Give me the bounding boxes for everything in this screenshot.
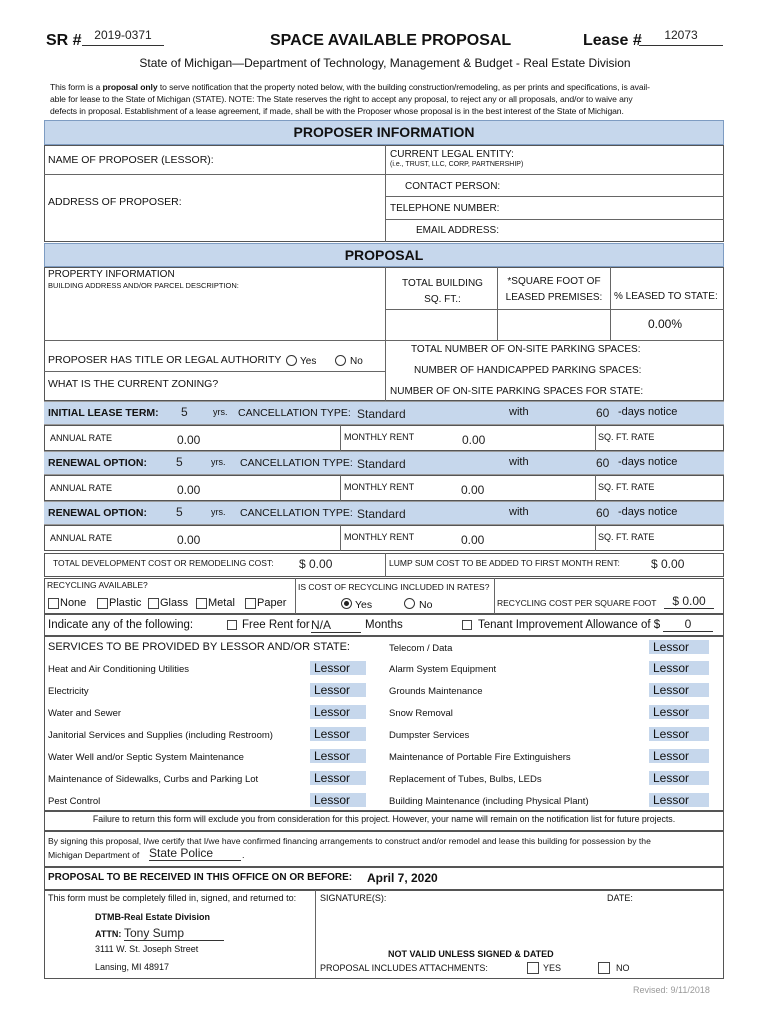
- service-provider-value[interactable]: Lessor: [649, 705, 709, 719]
- years-unit: yrs.: [213, 407, 228, 417]
- tenant-improvement-value[interactable]: 0: [663, 617, 713, 632]
- service-provider-value[interactable]: Lessor: [649, 727, 709, 741]
- zoning-label: WHAT IS THE CURRENT ZONING?: [48, 378, 219, 390]
- return-street: 3111 W. St. Joseph Street: [95, 944, 199, 954]
- telephone-label: TELEPHONE NUMBER:: [390, 203, 500, 214]
- revised-date: Revised: 9/11/2018: [633, 985, 710, 995]
- service-item-label: Dumpster Services: [389, 730, 470, 741]
- monthly-rent-label: MONTHLY RENT: [344, 482, 415, 492]
- service-item-label: Pest Control: [48, 796, 101, 807]
- service-item-label: Alarm System Equipment: [389, 664, 497, 675]
- service-item-label: Heat and Air Conditioning Utilities: [48, 664, 189, 675]
- percent-leased-label: % LEASED TO STATE:: [614, 291, 718, 302]
- sqft-rate-label: SQ. FT. RATE: [598, 482, 655, 492]
- service-item-label: Grounds Maintenance: [389, 686, 483, 697]
- annual-rate-value[interactable]: 0.00: [177, 433, 201, 447]
- service-provider-value[interactable]: Lessor: [649, 661, 709, 675]
- service-item-label: Water Well and/or Septic System Maintenance: [48, 752, 244, 763]
- recycling-option-label: Metal: [208, 597, 235, 609]
- lease-number-field[interactable]: 12073: [639, 28, 723, 46]
- with-label: with: [509, 456, 529, 468]
- rate-divider: [595, 425, 596, 451]
- contact-person-label: CONTACT PERSON:: [405, 181, 501, 192]
- total-building-sqft-label: TOTAL BUILDING SQ. FT.:: [402, 278, 483, 305]
- service-provider-value[interactable]: Lessor: [310, 683, 366, 697]
- lump-sum-label: LUMP SUM COST TO BE ADDED TO FIRST MONTH RENT:: [389, 558, 620, 568]
- proposal-section-header: PROPOSAL: [44, 243, 724, 267]
- recycling-cost-label: RECYCLING COST PER SQUARE FOOT: [497, 598, 657, 608]
- service-provider-value[interactable]: Lessor: [310, 793, 366, 807]
- recycling-option-label: None: [60, 597, 87, 609]
- notice-days-label: -days notice: [618, 406, 678, 418]
- term-years-value[interactable]: 5: [181, 405, 188, 419]
- years-unit: yrs.: [211, 457, 226, 467]
- percent-leased-value[interactable]: 0.00%: [648, 317, 683, 331]
- parking-total-label: TOTAL NUMBER OF ON-SITE PARKING SPACES:: [411, 344, 641, 355]
- service-item-label: Building Maintenance (including Physical Plant): [389, 796, 589, 807]
- legal-entity-hint: (i.e., TRUST, LLC, CORP, PARTNERSHIP): [390, 161, 524, 168]
- service-provider-value[interactable]: Lessor: [310, 705, 366, 719]
- service-provider-value[interactable]: Lessor: [649, 771, 709, 785]
- monthly-rent-label: MONTHLY RENT: [344, 532, 415, 542]
- leased-sqft-label: *SQUARE FOOT OF LEASED PREMISES:: [505, 276, 603, 303]
- certify-period: .: [242, 850, 245, 860]
- return-instructions: This form must be completely filled in, signed, and returned to:: [48, 893, 297, 903]
- notice-days-value[interactable]: 60: [596, 506, 610, 520]
- recycling-available-label: RECYCLING AVAILABLE?: [47, 580, 148, 590]
- recycling-included-no-label: No: [419, 599, 433, 611]
- signature-label: SIGNATURE(S):: [320, 893, 387, 903]
- date-label: DATE:: [607, 893, 633, 903]
- title-no-label: No: [350, 356, 363, 367]
- years-unit: yrs.: [211, 507, 226, 517]
- service-item-label: Electricity: [48, 686, 89, 697]
- legal-entity-label: CURRENT LEGAL ENTITY:: [390, 149, 514, 160]
- recycling-cost-value[interactable]: $ 0.00: [664, 594, 714, 609]
- notice-days-value[interactable]: 60: [596, 456, 610, 470]
- deadline-value: April 7, 2020: [367, 871, 438, 885]
- property-info-label: PROPERTY INFORMATION: [48, 269, 175, 280]
- free-rent-checkbox[interactable]: [227, 620, 237, 630]
- with-label: with: [509, 506, 529, 518]
- failure-notice: Failure to return this form will exclude you from consideration for this project. However, your name will remain on the notification list for future projects.: [92, 814, 676, 824]
- free-rent-months-field[interactable]: N/A: [311, 618, 361, 633]
- proposer-section-header: PROPOSER INFORMATION: [44, 120, 724, 145]
- attachments-no-checkbox[interactable]: [598, 962, 610, 974]
- cancellation-type-value[interactable]: Standard: [357, 457, 406, 471]
- intro-paragraph: This form is a proposal only to serve notification that the property noted below, with the building construction/remodeling, as per prints and specifications, is avail- able for lease to the State of Michigan (STATE). NOTE: The State reserves the right to accept any proposal, to reject any or all proposals, and/or to waive any defects in proposal. Establishment of a lease agreement, if made, shall be with the Proposer whose proposal is in the best interest of the State of Michigan.: [50, 82, 650, 116]
- title-authority-label: PROPOSER HAS TITLE OR LEGAL AUTHORITY: [48, 354, 282, 366]
- service-item-label: Replacement of Tubes, Bulbs, LEDs: [389, 774, 542, 785]
- attachments-label: PROPOSAL INCLUDES ATTACHMENTS:: [320, 963, 488, 973]
- attachments-no-label: NO: [616, 963, 630, 973]
- recycling-included-no-radio[interactable]: [404, 598, 415, 609]
- service-provider-value[interactable]: Lessor: [649, 749, 709, 763]
- monthly-rent-value[interactable]: 0.00: [462, 433, 486, 447]
- tenant-improvement-label: Tenant Improvement Allowance of $: [478, 619, 661, 631]
- term-years-value[interactable]: 5: [176, 455, 183, 469]
- rate-divider: [340, 425, 341, 451]
- annual-rate-value[interactable]: 0.00: [177, 533, 201, 547]
- annual-rate-label: ANNUAL RATE: [50, 533, 113, 543]
- recycling-glass-checkbox[interactable]: [148, 598, 159, 609]
- lump-sum-value[interactable]: $ 0.00: [651, 557, 685, 571]
- title-no-radio[interactable]: [335, 355, 346, 366]
- service-item-label: Maintenance of Portable Fire Extinguishers: [389, 752, 571, 763]
- monthly-rent-value[interactable]: 0.00: [461, 533, 485, 547]
- rate-divider: [340, 525, 341, 551]
- annual-rate-label: ANNUAL RATE: [50, 483, 113, 493]
- form-subtitle: State of Michigan—Department of Technology, Management & Budget - Real Estate Division: [139, 56, 631, 70]
- recycling-included-label: IS COST OF RECYCLING INCLUDED IN RATES?: [298, 582, 490, 592]
- rate-divider: [595, 475, 596, 501]
- form-title: SPACE AVAILABLE PROPOSAL: [270, 32, 512, 49]
- recycling-metal-checkbox[interactable]: [196, 598, 207, 609]
- cancellation-label: CANCELLATION TYPE:: [240, 457, 353, 469]
- attn-label: ATTN:: [95, 929, 122, 939]
- not-valid-notice: NOT VALID UNLESS SIGNED & DATED: [388, 949, 554, 959]
- tenant-improvement-checkbox[interactable]: [462, 620, 472, 630]
- title-yes-radio[interactable]: [286, 355, 297, 366]
- service-provider-value[interactable]: Lessor: [649, 793, 709, 807]
- sr-label: SR #: [46, 32, 82, 49]
- annual-rate-label: ANNUAL RATE: [50, 433, 113, 443]
- monthly-rent-value[interactable]: 0.00: [461, 483, 485, 497]
- recycling-included-yes-label: Yes: [355, 599, 373, 611]
- with-label: with: [509, 406, 529, 418]
- recycling-plastic-checkbox[interactable]: [97, 598, 108, 609]
- proposer-name-label: NAME OF PROPOSER (LESSOR):: [48, 154, 214, 166]
- return-city: Lansing, MI 48917: [95, 962, 170, 972]
- return-org: DTMB-Real Estate Division: [95, 912, 211, 922]
- service-provider-value[interactable]: Lessor: [310, 771, 366, 785]
- recycling-included-yes-radio[interactable]: [341, 598, 352, 609]
- sqft-rate-label: SQ. FT. RATE: [598, 432, 655, 442]
- parking-handicapped-label: NUMBER OF HANDICAPPED PARKING SPACES:: [414, 365, 642, 376]
- rate-divider: [595, 525, 596, 551]
- indicate-label: Indicate any of the following:: [48, 619, 194, 631]
- attn-name-field[interactable]: Tony Sump: [124, 926, 224, 941]
- notice-days-label: -days notice: [618, 456, 678, 468]
- cancellation-type-value[interactable]: Standard: [357, 407, 406, 421]
- department-field[interactable]: State Police: [149, 846, 241, 861]
- cancellation-type-value[interactable]: Standard: [357, 507, 406, 521]
- sr-number-field[interactable]: 2019-0371: [82, 28, 164, 46]
- lease-label: Lease #: [583, 32, 642, 49]
- deadline-label: PROPOSAL TO BE RECEIVED IN THIS OFFICE ON OR BEFORE:: [48, 872, 353, 883]
- title-yes-label: Yes: [300, 356, 317, 367]
- recycling-option-label: Paper: [257, 597, 287, 609]
- free-rent-label: Free Rent for: [242, 619, 310, 631]
- service-item-label: Janitorial Services and Supplies (including Restroom): [48, 730, 273, 741]
- sqft-rate-label: SQ. FT. RATE: [598, 532, 655, 542]
- service-provider-value[interactable]: Lessor: [649, 683, 709, 697]
- property-info-hint: BUILDING ADDRESS AND/OR PARCEL DESCRIPTION:: [48, 281, 239, 290]
- proposer-address-label: ADDRESS OF PROPOSER:: [48, 196, 182, 208]
- service-item-label: Snow Removal: [389, 708, 453, 719]
- service-provider-value[interactable]: Lessor: [310, 749, 366, 763]
- cancellation-label: CANCELLATION TYPE:: [240, 507, 353, 519]
- rate-divider: [340, 475, 341, 501]
- development-cost-label: TOTAL DEVELOPMENT COST OR REMODELING COST:: [53, 558, 274, 568]
- service-provider-value[interactable]: Lessor: [310, 727, 366, 741]
- certify-text: By signing this proposal, I/we certify that I/we have confirmed financing arrangements to construct and/or remodel and lease this building for possession by the: [48, 836, 651, 846]
- recycling-paper-checkbox[interactable]: [245, 598, 256, 609]
- term-label: RENEWAL OPTION:: [48, 457, 147, 469]
- months-label: Months: [365, 619, 403, 631]
- parking-state-label: NUMBER OF ON-SITE PARKING SPACES FOR STATE:: [390, 386, 644, 397]
- monthly-rent-label: MONTHLY RENT: [344, 432, 415, 442]
- service-item-label: Maintenance of Sidewalks, Curbs and Parking Lot: [48, 774, 259, 785]
- development-cost-value[interactable]: $ 0.00: [299, 557, 333, 571]
- recycling-option-label: Plastic: [109, 597, 142, 609]
- term-label: RENEWAL OPTION:: [48, 507, 147, 519]
- notice-days-value[interactable]: 60: [596, 406, 610, 420]
- attachments-yes-checkbox[interactable]: [527, 962, 539, 974]
- attachments-yes-label: YES: [543, 963, 562, 973]
- term-years-value[interactable]: 5: [176, 505, 183, 519]
- service-item-label: Telecom / Data: [389, 643, 453, 654]
- recycling-none-checkbox[interactable]: [48, 598, 59, 609]
- service-provider-value[interactable]: Lessor: [310, 661, 366, 675]
- services-header: SERVICES TO BE PROVIDED BY LESSOR AND/OR STATE:: [48, 641, 350, 653]
- annual-rate-value[interactable]: 0.00: [177, 483, 201, 497]
- term-label: INITIAL LEASE TERM:: [48, 407, 159, 419]
- recycling-option-label: Glass: [160, 597, 189, 609]
- service-provider-value[interactable]: Lessor: [649, 640, 709, 654]
- email-label: EMAIL ADDRESS:: [416, 225, 499, 236]
- certify-dept-label: Michigan Department of: [48, 850, 140, 860]
- service-item-label: Water and Sewer: [48, 708, 122, 719]
- notice-days-label: -days notice: [618, 506, 678, 518]
- cancellation-label: CANCELLATION TYPE:: [238, 407, 351, 419]
